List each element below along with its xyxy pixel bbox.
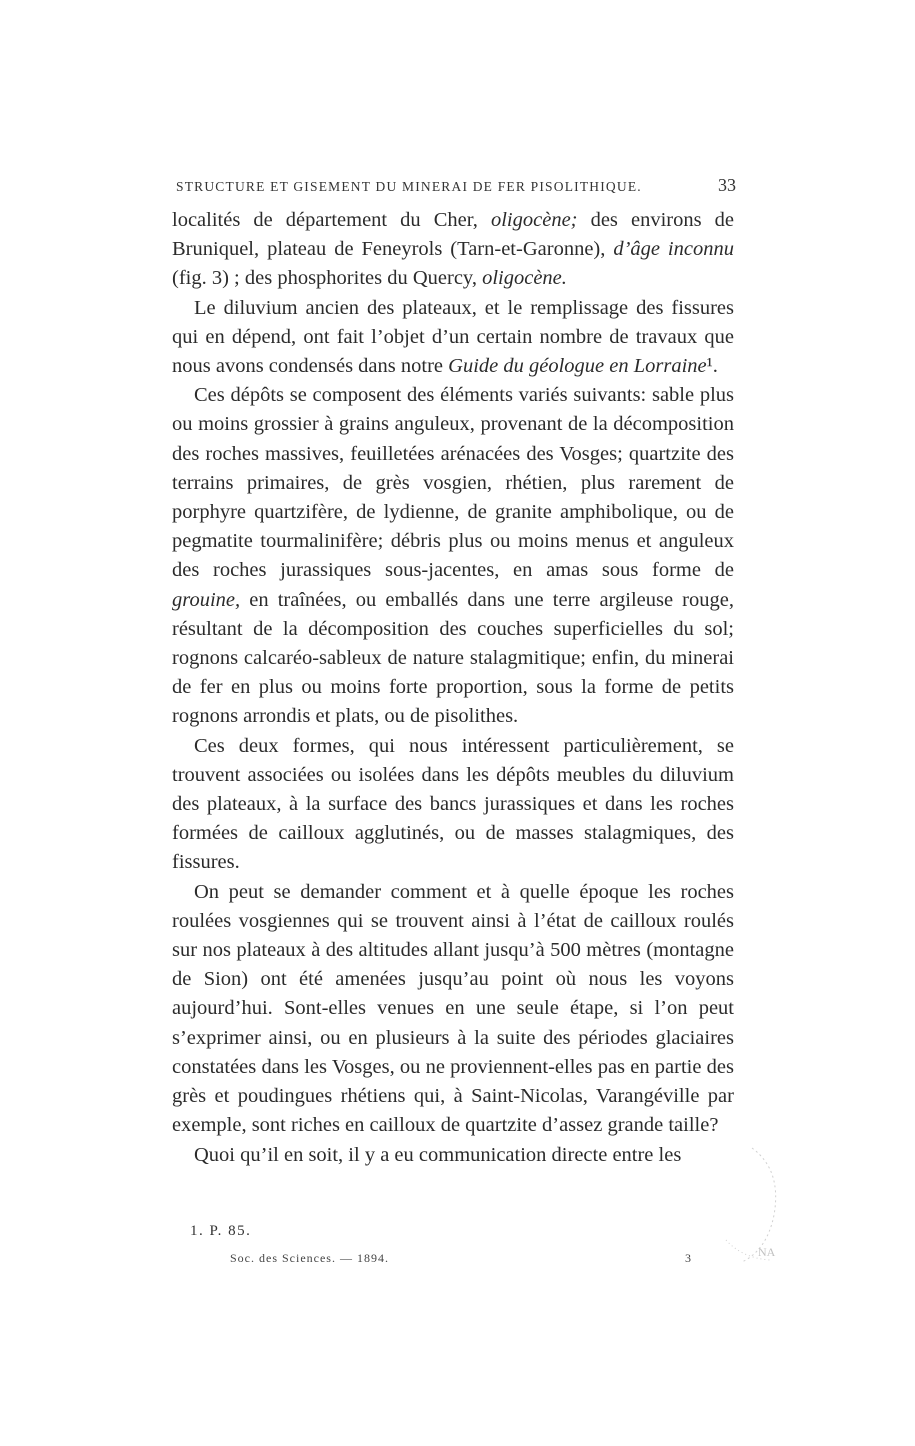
page-number: 33 bbox=[718, 175, 736, 195]
signature-number: 3 bbox=[685, 1251, 691, 1265]
text-segment: des environs de Bruniquel, plateau de Feneyrols (Tarn-et-Garonne), bbox=[172, 209, 734, 261]
stamp-text: NA bbox=[758, 1245, 776, 1259]
text-segment: Ces deux formes, qui nous intéressent particulièrement, se trouvent associées ou isolées dans les dépôts meubles du diluvium des plateaux, à la surface des bancs jurassiques et dans les roches formées de cailloux agglutinés, ou de masses stalagmiques, des fissures. bbox=[172, 734, 734, 874]
paragraph bbox=[172, 878, 734, 1141]
italic-text: oligocène. bbox=[482, 267, 567, 290]
text-segment: ¹. bbox=[706, 355, 718, 378]
text-segment: Quoi qu’il en soit, il y a eu communication directe entre les bbox=[194, 1143, 682, 1166]
italic-text: oligocène; bbox=[490, 209, 578, 231]
running-title: STRUCTURE ET GISEMENT DU MINERAI DE FER PISOLITHIQUE. bbox=[176, 179, 642, 194]
text-segment: (fig. 3) ; des phosphorites du Quercy, bbox=[172, 267, 483, 290]
italic-text: Guide du géologue en Lorraine bbox=[448, 355, 707, 378]
paragraph bbox=[172, 381, 734, 731]
paragraph bbox=[172, 732, 734, 878]
library-stamp-icon bbox=[712, 1140, 792, 1270]
paragraph bbox=[172, 1141, 734, 1170]
signature-line: Soc. des Sciences. — 1894. bbox=[230, 1251, 389, 1265]
italic-text: grouine, bbox=[172, 588, 241, 611]
text-segment: en traînées, ou emballés dans une terre argileuse rouge, résultant de la décomposition des couches superficielles du sol; rognons calcaréo-sableux de nature stalagmitique; enfin, du minerai de fer en plus ou moins forte proportion, sous la forme de petits rognons arrondis et plats, ou de pisolithes. bbox=[172, 588, 734, 728]
text-segment: Ces dépôts se composent des éléments variés suivants: sable plus ou moins grossier à grains anguleux, provenant de la décomposition des roches massives, feuilletées arénacées des Vosges; quartzite des terrains primaires, de grès vosgien, rhétien, plus rarement de porphyre quartzifère, de lydienne, de granite amphibolique, ou de pegmatite tourmalinifère; débris plus ou moins menus et anguleux des roches jurassiques sous-jacentes, en amas sous forme de bbox=[172, 384, 734, 582]
text-segment: On peut se demander comment et à quelle époque les roches roulées vosgiennes qui se trouvent ainsi à l’état de cailloux roulés sur nos plateaux à des altitudes allant jusqu’à 500 mètres (montagne de Sion) ont été amenées jusqu’au point où nous les voyons aujourd’hui. Sont-elles venues en une seule étape, si l’on peut s’exprimer ainsi, ou en plusieurs à la suite des périodes glaciaires constatées dans les Vosges, ou ne proviennent-elles pas en partie des grès et poudingues rhétiens qui, à Saint-Nicolas, Varangéville par exemple, sont riches en cailloux de quartzite d’assez grande taille? bbox=[172, 880, 734, 1137]
paragraph bbox=[172, 294, 734, 382]
footnote: 1. P. 85. bbox=[190, 1223, 252, 1239]
paragraph bbox=[172, 206, 734, 294]
body-text bbox=[172, 206, 734, 1170]
text-segment: localités de département du Cher, bbox=[172, 209, 491, 231]
italic-text: d’âge inconnu bbox=[613, 238, 734, 261]
running-header bbox=[172, 176, 734, 200]
text-segment: Le diluvium ancien des plateaux, et le remplissage des fissures qui en dépend, ont fait l’objet d’un certain nombre de travaux que nous avons condensés dans notre bbox=[172, 296, 734, 378]
